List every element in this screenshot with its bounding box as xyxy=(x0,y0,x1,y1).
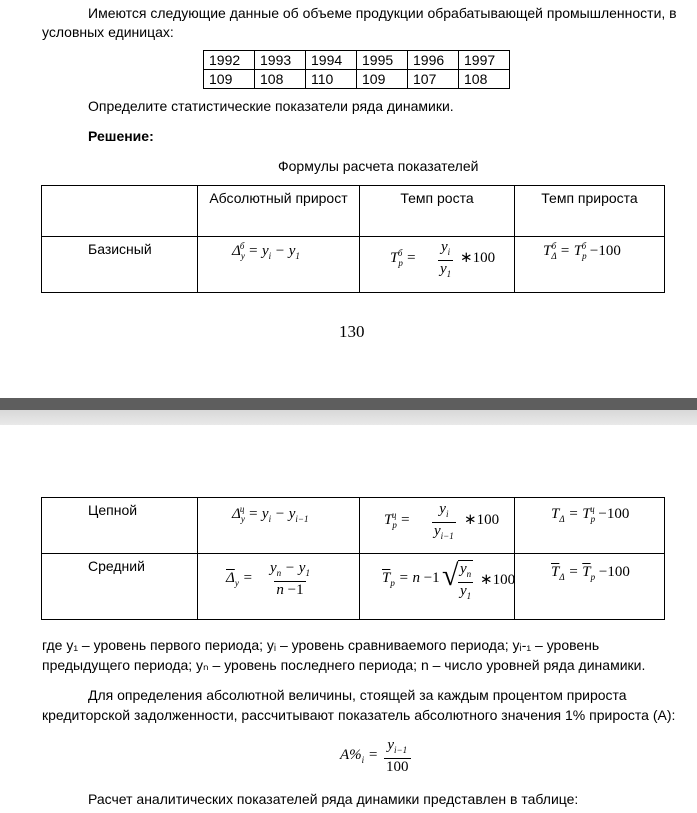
value-cell: 108 xyxy=(459,70,510,89)
page-number: 130 xyxy=(339,322,365,341)
formula-average-increase: $\overline{T}_\Delta = \overline{T}_p -100$ xyxy=(515,554,665,620)
paragraph-line-1: Для определения абсолютной величины, стоящей за каждым процентом прироста xyxy=(88,687,627,703)
values-row xyxy=(204,70,510,89)
formula-average-absolute: $\overline{\Delta}_y$ = $\frac{y_n - y_1}{n -1}$ xyxy=(198,554,360,620)
formula-a-percent: $A\%_i$ = $\frac{y_{i-1}}{100}$ xyxy=(340,737,409,775)
header-empty xyxy=(42,186,198,237)
task-text: Определите статистические показатели ряда динамики. xyxy=(88,98,454,114)
year-cell: 1996 xyxy=(408,51,459,70)
document-page-1 xyxy=(0,0,697,398)
paragraph-line-2: кредиторской задолженности, рассчитывают показатель абсолютного значения 1% прироста (А): xyxy=(42,707,676,723)
formula-chain-increase: $T_\Delta = T_p^ц -100$ xyxy=(515,498,665,554)
formula-header-row xyxy=(42,186,665,237)
formula-table-part-1 xyxy=(41,185,665,293)
formula-row-average xyxy=(42,554,665,620)
value-cell: 109 xyxy=(357,70,408,89)
row-label-basic: Базисный xyxy=(42,237,198,293)
row-label-chain: Цепной xyxy=(42,498,198,554)
value-cell: 110 xyxy=(306,70,357,89)
value-cell: 107 xyxy=(408,70,459,89)
formula-row-basic xyxy=(42,237,665,293)
year-cell: 1997 xyxy=(459,51,510,70)
header-increase-rate: Темп прироста xyxy=(515,186,665,237)
document-page-2 xyxy=(0,425,697,813)
formula-a-lhs: A% xyxy=(340,747,362,763)
formula-average-growth: $\overline{T}_p = n -1$ √ $\frac{y_n}{y_1}$ ∗100 xyxy=(360,554,515,620)
header-growth-rate: Темп роста xyxy=(360,186,515,237)
closing-text: Расчет аналитических показателей ряда динамики представлен в таблице: xyxy=(88,791,579,807)
formula-basic-increase: $T_\Delta^б = T_p^б -100$ xyxy=(515,237,665,293)
intro-line-1: Имеются следующие данные об объеме продукции обрабатывающей промышленности, в xyxy=(88,5,677,21)
year-cell: 1993 xyxy=(255,51,306,70)
legend-line-1: где y₁ – уровень первого периода; yᵢ – уровень сравниваемого периода; yᵢ-₁ – уровень xyxy=(42,637,600,653)
formula-basic-growth: $T_p^б$ = $\frac{y_i}{y_1}$ ∗100 xyxy=(360,237,515,293)
row-label-average: Средний xyxy=(42,554,198,620)
page-separator xyxy=(0,398,697,425)
solution-label: Решение: xyxy=(88,128,154,144)
intro-line-2: условных единицах: xyxy=(42,24,174,40)
formula-chain-absolute: $\Delta_y^ц = y_i - y_{i-1}$ xyxy=(198,498,360,554)
formula-row-chain xyxy=(42,498,665,554)
value-cell: 109 xyxy=(204,70,255,89)
year-cell: 1995 xyxy=(357,51,408,70)
production-data-table xyxy=(203,50,510,89)
year-cell: 1992 xyxy=(204,51,255,70)
formulas-caption: Формулы расчета показателей xyxy=(278,158,479,174)
header-absolute-growth: Абсолютный прирост xyxy=(198,186,360,237)
year-cell: 1994 xyxy=(306,51,357,70)
years-row xyxy=(204,51,510,70)
formula-basic-absolute: $\Delta_y^б = y_i - y_1$ xyxy=(198,237,360,293)
formula-chain-growth: $T_p^ц$ = $\frac{y_i}{y_{i-1}}$ ∗100 xyxy=(360,498,515,554)
value-cell: 108 xyxy=(255,70,306,89)
formula-table-part-2 xyxy=(41,497,665,620)
legend-line-2: предыдущего периода; yₙ – уровень последнего периода; n – число уровней ряда динамики. xyxy=(42,657,646,673)
formula-a-denominator: 100 xyxy=(386,759,409,775)
